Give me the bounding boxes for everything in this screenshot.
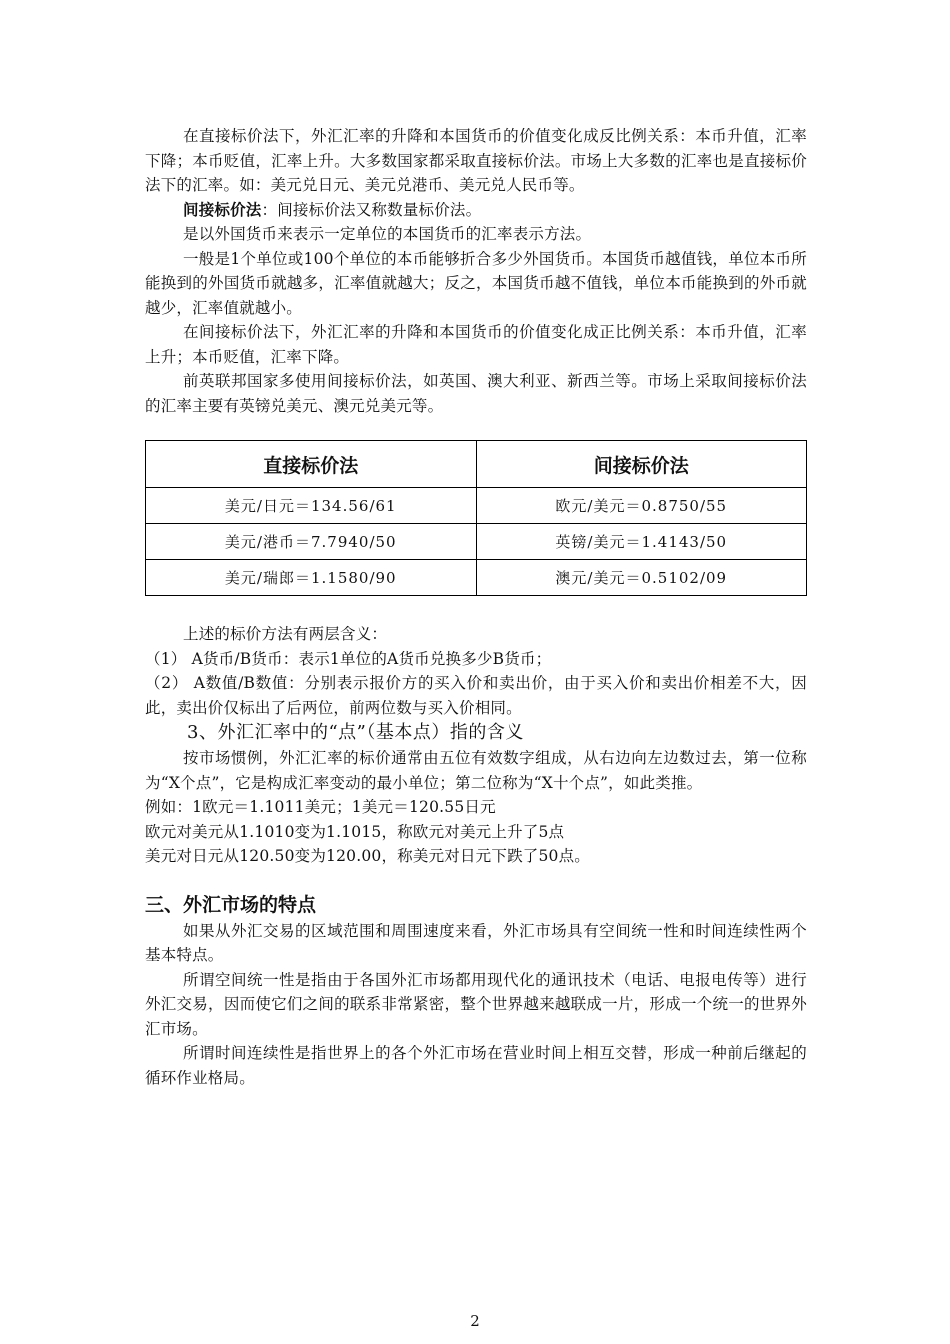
paragraph-direct-quote: 在直接标价法下，外汇汇率的升降和本国货币的价值变化成反比例关系：本币升值，汇率下降；本币贬值，汇率上升。大多数国家都采取直接标价法。市场上大多数的汇率也是直接标价法下的汇率。如：美元兑日元、美元兑港币、美元兑人民币等。 — [145, 127, 807, 194]
table-cell: 美元/瑞郎＝1.1580/90 — [146, 560, 477, 596]
subsection-title: 3、外汇汇率中的“点”（基本点）指的含义 — [187, 722, 524, 743]
table-header-direct: 直接标价法 — [146, 441, 477, 488]
example-line-3: 美元对日元从120.50变为120.00，称美元对日元下跌了50点。 — [145, 847, 590, 865]
market-para-3: 所谓时间连续性是指世界上的各个外汇市场在营业时间上相互交替，形成一种前后继起的循环作业格局。 — [145, 1044, 807, 1087]
market-para-2: 所谓空间统一性是指由于各国外汇市场都用现代化的通讯技术（电话、电报电传等）进行外汇交易，因而使它们之间的联系非常紧密，整个世界越来越联成一片，形成一个统一的世界外汇市场。 — [145, 970, 807, 1038]
table-row — [146, 560, 807, 596]
meaning-item-2: （2） A数值/B数值：分别表示报价方的买入价和卖出价，由于买入价和卖出价相差不大，因此，卖出价仅标出了后两位，前两位数与买入价相同。 — [145, 674, 807, 717]
page-number: 2 — [470, 1312, 480, 1330]
paragraph-indirect-4: 前英联邦国家多使用间接标价法，如英国、澳大利亚、新西兰等。市场上采取间接标价法的汇率主要有英镑兑美元、澳元兑美元等。 — [145, 372, 807, 415]
example-line-1: 例如：1欧元＝1.1011美元；1美元＝120.55日元 — [145, 798, 496, 816]
table-row — [146, 488, 807, 524]
table-header-row — [146, 441, 807, 488]
paragraph-indirect-1: 是以外国货币来表示一定单位的本国货币的汇率表示方法。 — [183, 225, 592, 243]
table-cell: 美元/港币＝7.7940/50 — [146, 524, 477, 560]
table-header-indirect: 间接标价法 — [476, 441, 807, 488]
meaning-item-1: （1） A货币/B货币：表示1单位的A货币兑换多少B货币； — [145, 649, 552, 668]
indirect-def-text: ：间接标价法又称数量标价法。 — [261, 200, 482, 219]
page-content — [145, 124, 807, 1090]
table-row — [146, 524, 807, 560]
paragraph-indirect-def — [145, 198, 807, 223]
section-heading: 三、外汇市场的特点 — [145, 893, 317, 916]
market-para-1: 如果从外汇交易的区域范围和周围速度来看，外汇市场具有空间统一性和时间连续性两个基本特点。 — [145, 921, 807, 964]
table-cell: 英镑/美元＝1.4143/50 — [476, 524, 807, 560]
table-cell: 欧元/美元＝0.8750/55 — [476, 488, 807, 524]
table-cell: 澳元/美元＝0.5102/09 — [476, 560, 807, 596]
example-line-2: 欧元对美元从1.1010变为1.1015，称欧元对美元上升了5点 — [145, 822, 565, 841]
point-definition: 按市场惯例，外汇汇率的标价通常由五位有效数字组成，从右边向左边数过去，第一位称为“X个点”，它是构成汇率变动的最小单位；第二位称为“X十个点”，如此类推。 — [145, 749, 807, 792]
term-indirect-quote: 间接标价法 — [183, 199, 262, 219]
quote-table — [145, 440, 807, 596]
meaning-intro: 上述的标价方法有两层含义： — [183, 625, 388, 643]
table-cell: 美元/日元＝134.56/61 — [146, 488, 477, 524]
paragraph-indirect-3: 在间接标价法下，外汇汇率的升降和本国货币的价值变化成正比例关系：本币升值，汇率上升；本币贬值，汇率下降。 — [145, 323, 807, 366]
paragraph-indirect-2: 一般是1个单位或100个单位的本币能够折合多少外国货币。本国货币越值钱，单位本币所能换到的外国货币就越多，汇率值就越大；反之，本国货币越不值钱，单位本币能换到的外币就越少，汇率值就越小。 — [145, 249, 807, 317]
